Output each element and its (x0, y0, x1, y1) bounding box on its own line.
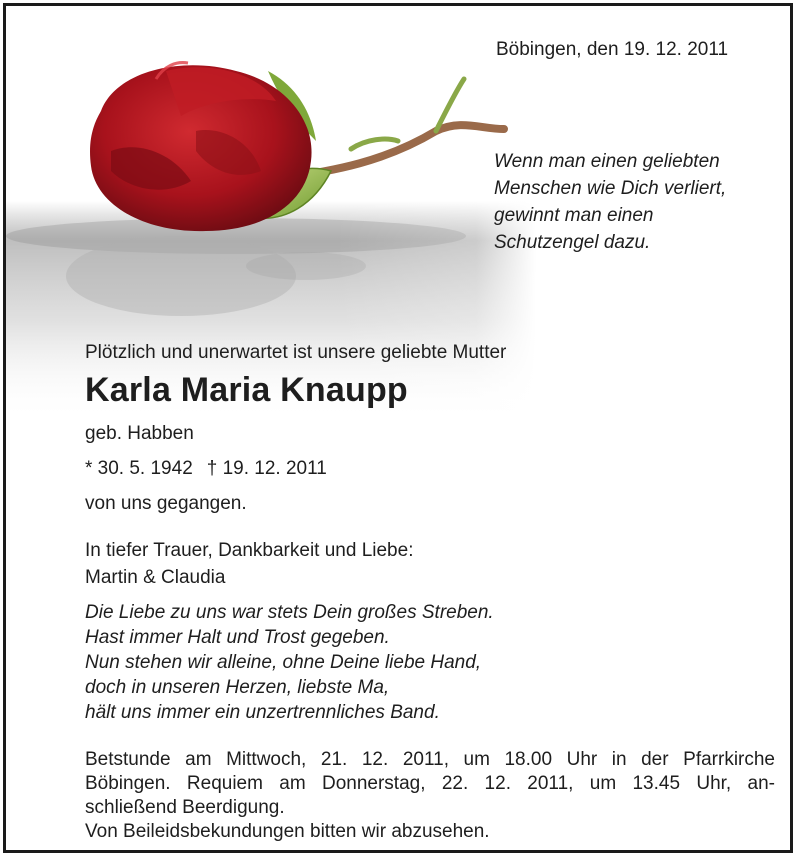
birth-date: * 30. 5. 1942 (85, 458, 193, 479)
mourners-names: Martin & Claudia (85, 567, 226, 588)
service-info (85, 748, 775, 844)
mourners-block (85, 537, 413, 591)
place-date: Böbingen, den 19. 12. 2011 (496, 39, 729, 60)
service-line: Von Beileidsbekundungen bitten wir abzusehen. (85, 821, 490, 842)
service-line: Betstunde am Mittwoch, 21. 12. 2011, um 18.00 Uhr in der Pfarrkirche (85, 749, 775, 770)
quote-line: Menschen wie Dich verliert, (494, 178, 727, 199)
poem-line: Hast immer Halt und Trost gegeben. (85, 627, 390, 648)
life-dates (85, 458, 327, 480)
poem-line: doch in unseren Herzen, liebste Ma, (85, 677, 390, 698)
deceased-name: Karla Maria Knaupp (85, 371, 408, 409)
maiden-name: geb. Habben (85, 423, 194, 444)
poem-block (85, 600, 494, 725)
quote-text (494, 148, 726, 256)
intro-text: Plötzlich und unerwartet ist unsere geliebte Mutter (85, 342, 507, 363)
poem-line: hält uns immer ein unzertrennliches Band. (85, 702, 440, 723)
mourners-heading: In tiefer Trauer, Dankbarkeit und Liebe: (85, 540, 414, 561)
service-line: Böbingen. Requiem am Donnerstag, 22. 12. 2011, um 13.45 Uhr, an- (85, 773, 775, 794)
service-line: schließend Beerdigung. (85, 797, 285, 818)
passed-text: von uns gegangen. (85, 493, 247, 514)
poem-line: Die Liebe zu uns war stets Dein großes Streben. (85, 602, 494, 623)
poem-line: Nun stehen wir alleine, ohne Deine liebe Hand, (85, 652, 482, 673)
quote-line: Wenn man einen geliebten (494, 151, 720, 172)
quote-line: gewinnt man einen (494, 205, 654, 226)
death-date: † 19. 12. 2011 (206, 458, 327, 479)
obituary-notice (3, 3, 793, 853)
quote-line: Schutzengel dazu. (494, 232, 651, 253)
